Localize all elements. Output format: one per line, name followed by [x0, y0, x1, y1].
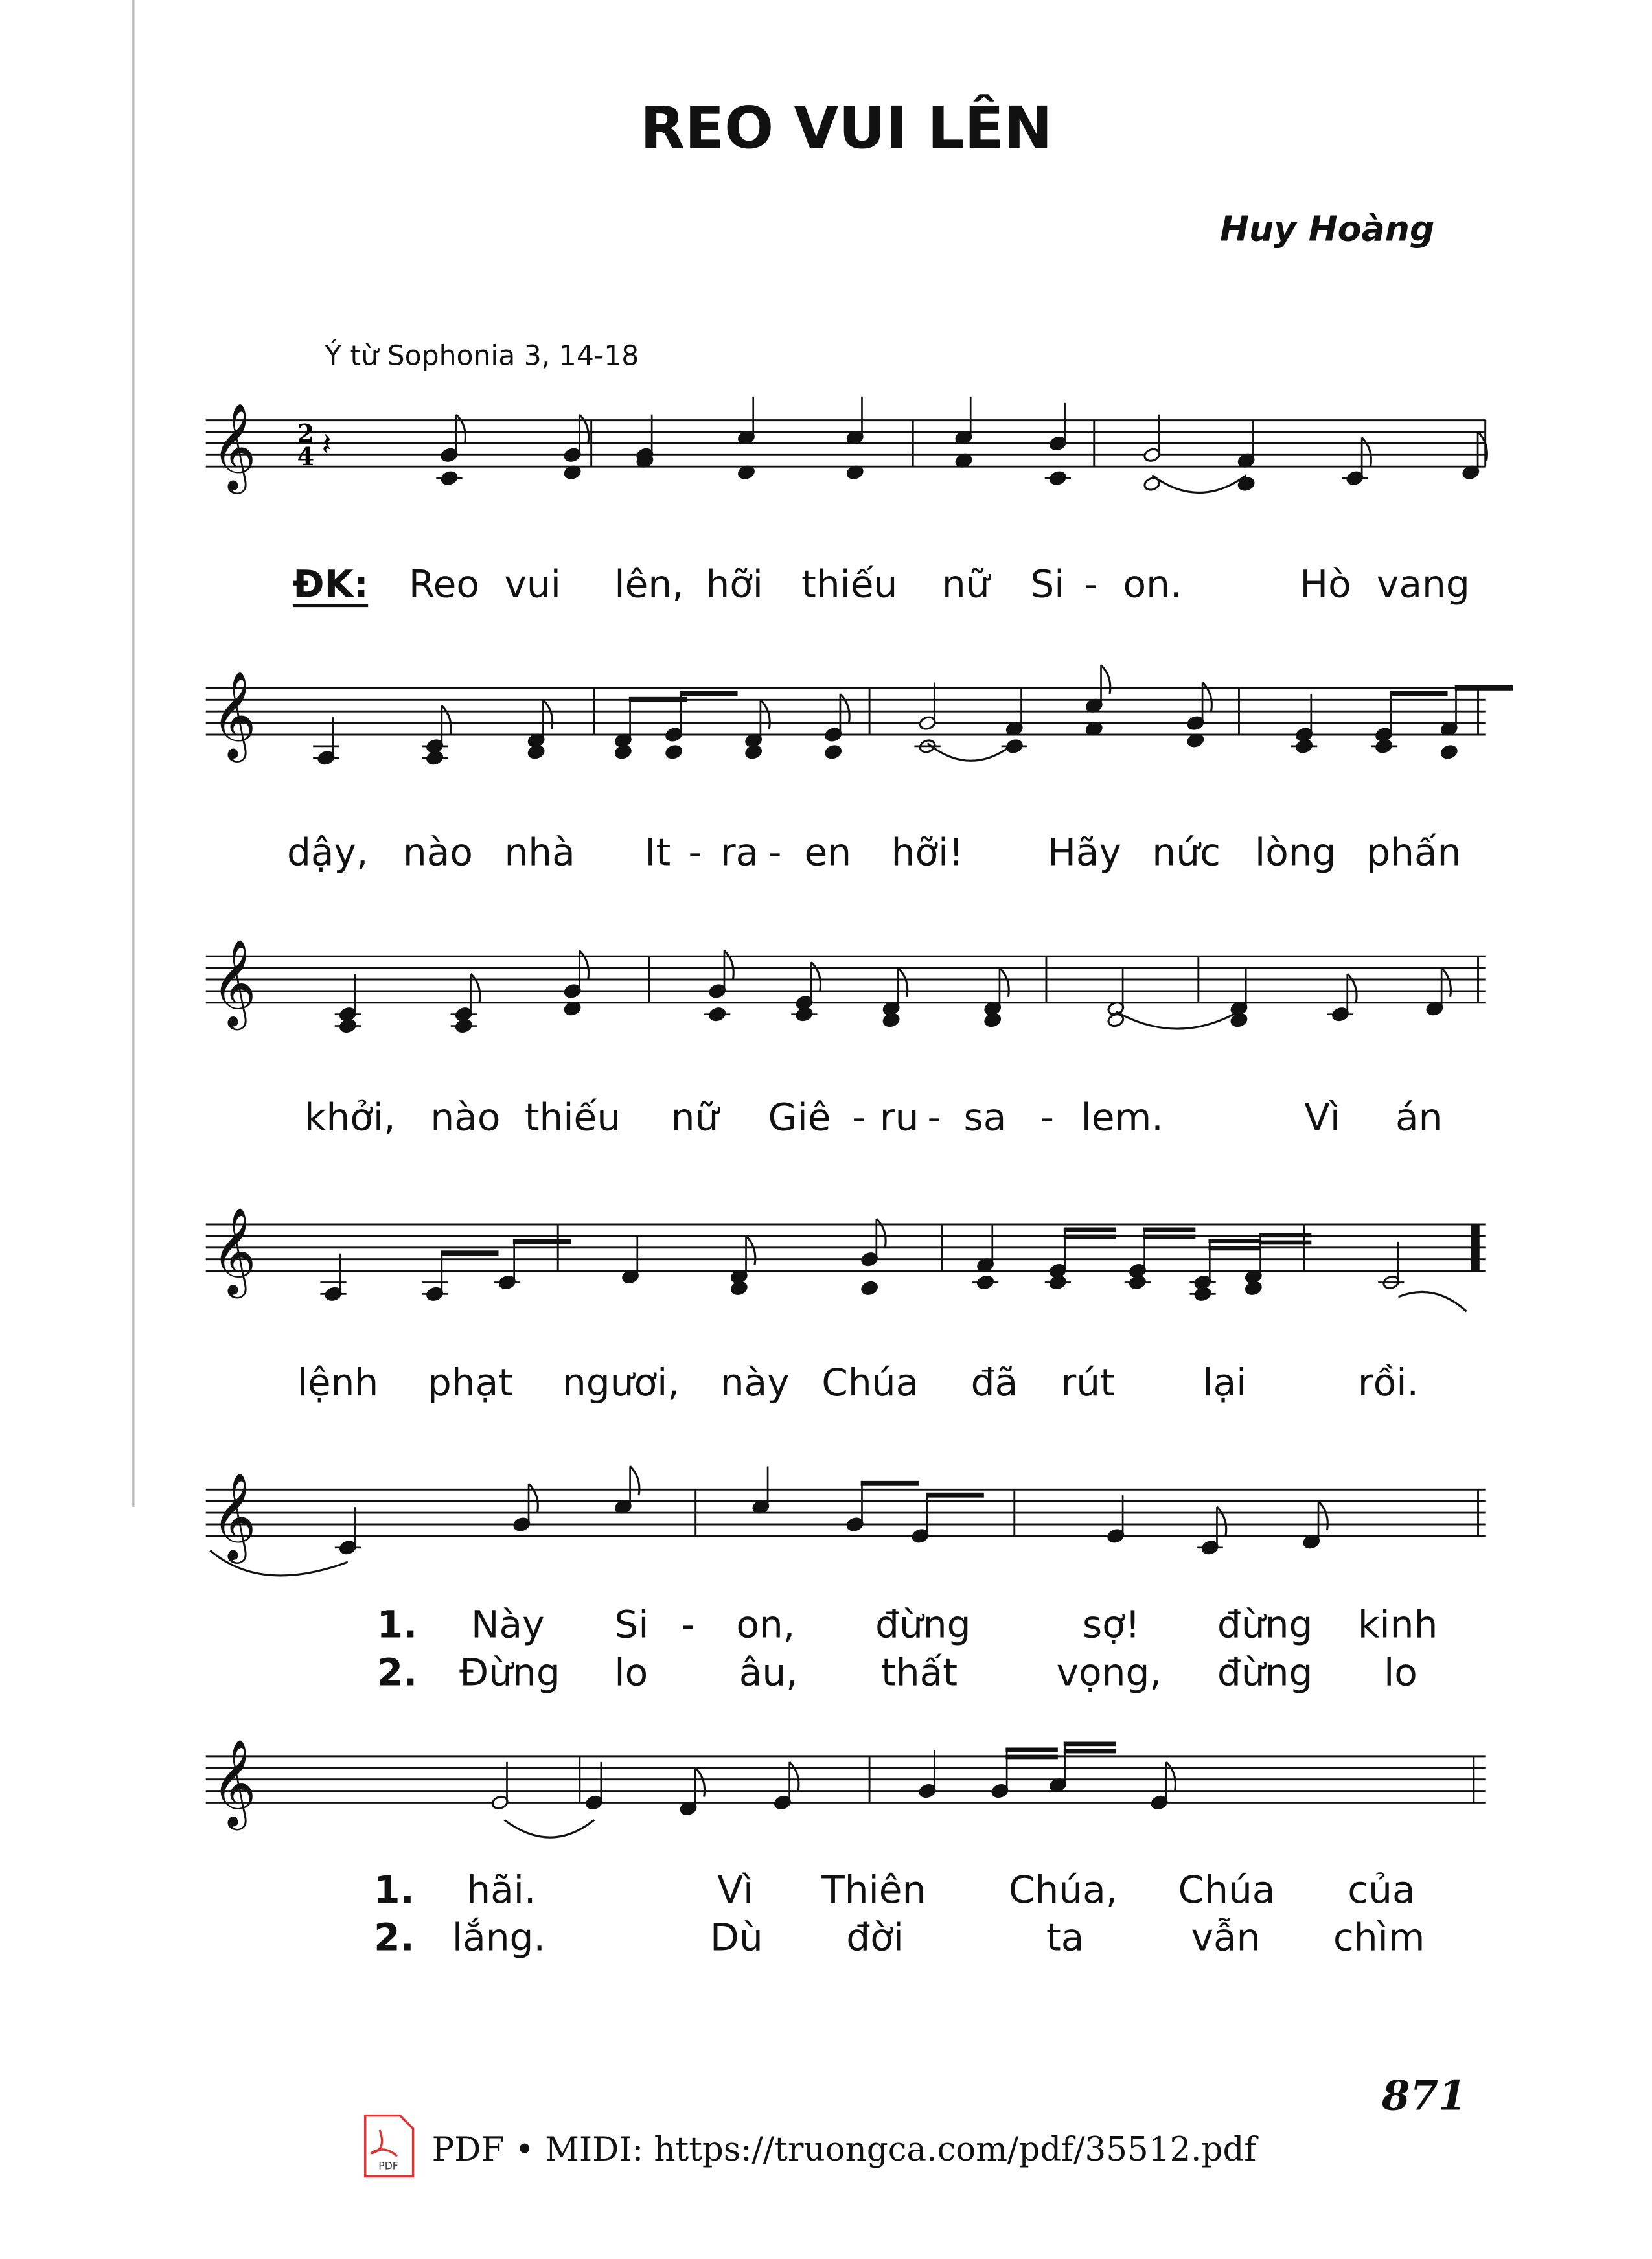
- verse-label: 2.: [374, 1915, 415, 1960]
- lyric-syllable: nức: [1152, 830, 1221, 875]
- note-beam: [1259, 1233, 1312, 1237]
- lyric-syllable: Hãy: [1048, 830, 1121, 875]
- lyric-syllable: lên,: [614, 562, 684, 606]
- note: [335, 1507, 361, 1555]
- note: [422, 1250, 499, 1302]
- note: [824, 694, 849, 759]
- note-head: [527, 744, 545, 760]
- note-head: [882, 1013, 901, 1028]
- lyric-syllable: dậy,: [286, 830, 369, 875]
- note-beam: [1143, 1227, 1196, 1232]
- lyric-line: [304, 1095, 1443, 1140]
- lyric-syllable: ngươi,: [562, 1360, 680, 1405]
- lyric-syllable: đời: [846, 1915, 904, 1960]
- lyric-syllable: Chúa: [1178, 1867, 1276, 1912]
- note: [313, 717, 339, 766]
- note-beam: [441, 1250, 498, 1256]
- note: [737, 397, 755, 480]
- lyric-syllable: kinh: [1357, 1602, 1438, 1647]
- lyric-syllable: sa: [963, 1095, 1007, 1140]
- note-flag: [1166, 1762, 1175, 1791]
- lyric-syllable: Si: [1030, 562, 1065, 606]
- lyric-syllable: -: [768, 830, 782, 875]
- verse-label: 2.: [376, 1650, 418, 1695]
- note: [1302, 1501, 1327, 1550]
- page-number: 871: [1381, 2071, 1467, 2120]
- note: [335, 974, 361, 1033]
- tie: [1398, 1292, 1466, 1311]
- note: [752, 1467, 770, 1515]
- quarter-rest-icon: 𝄽: [321, 425, 332, 463]
- note-beam: [1208, 1246, 1261, 1251]
- note-flag: [724, 950, 733, 980]
- note-beam: [1064, 1227, 1116, 1232]
- lyric-syllable: ta: [1046, 1915, 1084, 1960]
- lyric-syllable: lệnh: [297, 1360, 379, 1405]
- note-flag: [811, 962, 820, 991]
- staff: [206, 397, 1487, 494]
- lyric-syllable: hãi.: [466, 1867, 536, 1912]
- lyric-syllable: Giê: [768, 1095, 831, 1140]
- note-beam: [1259, 1241, 1312, 1245]
- lyric-syllable: sợ!: [1082, 1602, 1141, 1647]
- note: [564, 415, 589, 480]
- note: [1462, 432, 1487, 481]
- note-flag: [840, 694, 849, 723]
- lyric-syllable: -: [927, 1095, 941, 1140]
- lyric-syllable: lại: [1202, 1360, 1247, 1405]
- lyric-syllable: Dù: [710, 1915, 763, 1960]
- lyric-line: [374, 1916, 1425, 1960]
- lyric-syllable: Này: [471, 1602, 545, 1647]
- note: [1197, 1507, 1226, 1555]
- lyric-syllable: phạt: [427, 1360, 514, 1405]
- lyric-syllable: rút: [1061, 1360, 1115, 1405]
- footer-link[interactable]: PDF • MIDI: https://truongca.com/pdf/35512.pdf: [431, 2129, 1257, 2169]
- note-beam: [1143, 1235, 1196, 1239]
- verse-label: 1.: [376, 1602, 418, 1647]
- note: [564, 950, 589, 1016]
- note-beam: [1390, 691, 1447, 696]
- note-head: [860, 1280, 878, 1296]
- note: [636, 415, 654, 469]
- lyric-syllable: chìm: [1333, 1915, 1425, 1960]
- lyric-syllable: It: [645, 830, 671, 875]
- staff: [206, 1739, 1486, 1830]
- note-head: [824, 744, 842, 760]
- lyric-syllable: -: [852, 1095, 866, 1140]
- note-beam: [629, 697, 687, 702]
- note-beam: [1208, 1239, 1261, 1243]
- lyric-syllable: âu,: [739, 1650, 798, 1695]
- note: [1045, 403, 1071, 486]
- lyric-syllable: Thiên: [821, 1867, 926, 1912]
- note: [955, 397, 973, 468]
- lyric-syllable: lo: [614, 1650, 648, 1695]
- lyric-syllable: đừng: [1217, 1650, 1313, 1695]
- lyrics: [287, 562, 1470, 1960]
- note: [614, 1467, 639, 1515]
- lyric-syllable: vui: [504, 562, 561, 606]
- note-flag: [471, 974, 480, 1003]
- lyric-line: [287, 830, 1462, 874]
- note: [1107, 968, 1125, 1027]
- lyric-line: [293, 562, 1470, 606]
- lyric-syllable: đã: [970, 1360, 1018, 1405]
- note-beam: [1455, 685, 1513, 691]
- note: [1085, 665, 1110, 737]
- lyric-syllable: nào: [430, 1095, 501, 1140]
- note-flag: [898, 968, 907, 997]
- time-signature-top: 2: [297, 419, 315, 448]
- note-beam: [513, 1239, 571, 1244]
- lyric-syllable: -: [681, 1602, 695, 1647]
- note: [704, 950, 733, 1022]
- lyric-syllable: Đừng: [459, 1650, 560, 1695]
- note-beam: [861, 1481, 919, 1486]
- staff: [206, 939, 1486, 1034]
- note-beam: [1005, 1755, 1058, 1760]
- lyric-syllable: on,: [736, 1602, 796, 1647]
- note: [494, 1239, 571, 1290]
- note-flag: [1441, 968, 1451, 997]
- lyric-syllable: Vì: [1304, 1095, 1341, 1140]
- song-title: REO VUI LÊN: [640, 95, 1053, 163]
- lyric-syllable: vẫn: [1191, 1915, 1261, 1960]
- note-flag: [1362, 437, 1371, 466]
- note-head: [983, 1013, 1002, 1028]
- note-flag: [1101, 665, 1110, 694]
- note: [422, 705, 451, 765]
- note-flag: [529, 1484, 538, 1513]
- note: [1107, 1495, 1125, 1544]
- note-head: [665, 744, 683, 760]
- lyric-syllable: Reo: [408, 562, 479, 606]
- note: [730, 1236, 755, 1296]
- note: [680, 1768, 705, 1817]
- lyric-line: [374, 1868, 1416, 1912]
- lyric-syllable: thất: [880, 1650, 958, 1695]
- note: [1291, 694, 1317, 753]
- note-flag: [579, 950, 588, 980]
- note: [585, 1762, 603, 1811]
- note: [1187, 682, 1212, 748]
- lyric-syllable: đừng: [875, 1602, 971, 1647]
- lyric-syllable: lòng: [1255, 830, 1337, 875]
- lyric-syllable: Hò: [1300, 562, 1351, 606]
- composer: Huy Hoàng: [1219, 208, 1435, 249]
- note-flag: [746, 1236, 755, 1265]
- lyric-syllable: rồi.: [1357, 1360, 1419, 1405]
- note: [1378, 1242, 1404, 1290]
- staff: [206, 1208, 1486, 1302]
- note: [1230, 968, 1248, 1027]
- lyric-syllable: án: [1395, 1095, 1443, 1140]
- lyric-syllable: -: [688, 830, 702, 875]
- time-signature-bottom: 4: [297, 441, 315, 471]
- note-beam: [1005, 1747, 1058, 1752]
- treble-clef-icon: 𝄞: [211, 1739, 257, 1827]
- note-beam: [1064, 1235, 1116, 1239]
- lyric-syllable: của: [1348, 1867, 1416, 1912]
- note-head: [1245, 1280, 1263, 1296]
- verse-label: 1.: [374, 1867, 415, 1912]
- note-head: [744, 744, 763, 760]
- lyric-syllable: phấn: [1366, 830, 1462, 875]
- lyric-syllable: nữ: [671, 1095, 719, 1140]
- note: [621, 1236, 639, 1285]
- note-head: [1440, 744, 1458, 760]
- pdf-icon-label: PDF: [378, 2159, 398, 2172]
- treble-clef-icon: 𝄞: [211, 1472, 257, 1560]
- note-flag: [1318, 1501, 1327, 1530]
- lyric-syllable: ra: [720, 830, 759, 875]
- lyric-syllable: vọng,: [1056, 1650, 1162, 1695]
- note: [1426, 968, 1451, 1016]
- lyric-line: [377, 1650, 1417, 1694]
- note: [527, 700, 553, 759]
- note-flag: [442, 705, 451, 735]
- note: [451, 974, 480, 1033]
- lyric-syllable: khởi,: [304, 1095, 396, 1140]
- note: [972, 1224, 998, 1290]
- staff: [206, 665, 1513, 766]
- note: [436, 415, 465, 486]
- lyric-line: [297, 1360, 1419, 1405]
- note-flag: [1217, 1507, 1226, 1536]
- treble-clef-icon: 𝄞: [211, 671, 257, 759]
- note: [1342, 437, 1371, 486]
- lyric-syllable: lo: [1384, 1650, 1417, 1695]
- lyric-syllable: thiếu: [801, 562, 898, 606]
- staff: [206, 1467, 1486, 1564]
- note: [744, 700, 770, 759]
- lyric-syllable: -: [1040, 1095, 1055, 1140]
- note-flag: [877, 1219, 886, 1248]
- lyric-syllable: on.: [1123, 562, 1182, 606]
- verse-label: ĐK:: [292, 562, 369, 606]
- lyric-syllable: hỡi!: [891, 830, 964, 875]
- lyric-syllable: nào: [402, 830, 473, 875]
- lyric-syllable: này: [720, 1360, 790, 1405]
- note-flag: [695, 1768, 704, 1797]
- final-bar-line: [1471, 1224, 1479, 1271]
- note-beam: [680, 691, 737, 696]
- note-head: [730, 1280, 748, 1296]
- lyric-syllable: vang: [1376, 562, 1470, 606]
- note-beam: [926, 1493, 983, 1498]
- pdf-file-icon[interactable]: [365, 2116, 413, 2177]
- lyric-line: [377, 1602, 1438, 1646]
- scripture-source: Ý từ Sophonia 3, 14-18: [325, 340, 639, 373]
- note-flag: [761, 700, 770, 729]
- note: [320, 1254, 346, 1302]
- note: [860, 1219, 886, 1296]
- note-head: [614, 744, 632, 760]
- note-beam: [1064, 1749, 1116, 1754]
- lyric-syllable: nhà: [504, 830, 575, 875]
- note: [983, 968, 1009, 1027]
- treble-clef-icon: 𝄞: [211, 939, 257, 1027]
- lyric-syllable: lem.: [1081, 1095, 1164, 1140]
- lyric-syllable: lắng.: [452, 1915, 545, 1960]
- lyric-syllable: Vì: [717, 1867, 754, 1912]
- note: [914, 682, 940, 753]
- lyric-syllable: hỡi: [706, 562, 763, 606]
- note: [846, 397, 864, 480]
- lyric-syllable: Si: [614, 1602, 649, 1647]
- note-flag: [790, 1762, 799, 1791]
- lyric-syllable: en: [804, 830, 852, 875]
- note-flag: [1202, 682, 1211, 711]
- lyric-syllable: nữ: [941, 562, 990, 606]
- lyric-syllable: Chúa,: [1008, 1867, 1118, 1912]
- note: [882, 968, 908, 1027]
- tie: [1152, 476, 1246, 493]
- lyric-syllable: đừng: [1217, 1602, 1313, 1647]
- note-flag: [543, 700, 552, 729]
- note: [919, 1750, 937, 1799]
- note-flag: [630, 1467, 639, 1496]
- tie: [1116, 1011, 1239, 1029]
- note-flag: [456, 415, 465, 444]
- note-flag: [1000, 968, 1009, 997]
- tie: [504, 1820, 594, 1837]
- treble-clef-icon: 𝄞: [211, 1207, 257, 1295]
- treble-clef-icon: 𝄞: [211, 403, 257, 491]
- lyric-syllable: Chúa: [821, 1360, 919, 1405]
- note-beam: [1064, 1742, 1116, 1747]
- note-flag: [1348, 974, 1357, 1003]
- note: [491, 1762, 509, 1811]
- note-flag: [579, 415, 588, 444]
- lyric-syllable: thiếu: [524, 1095, 621, 1140]
- lyric-syllable: -: [1084, 562, 1098, 606]
- note: [1327, 974, 1357, 1022]
- lyric-syllable: ru: [879, 1095, 919, 1140]
- note: [791, 962, 820, 1022]
